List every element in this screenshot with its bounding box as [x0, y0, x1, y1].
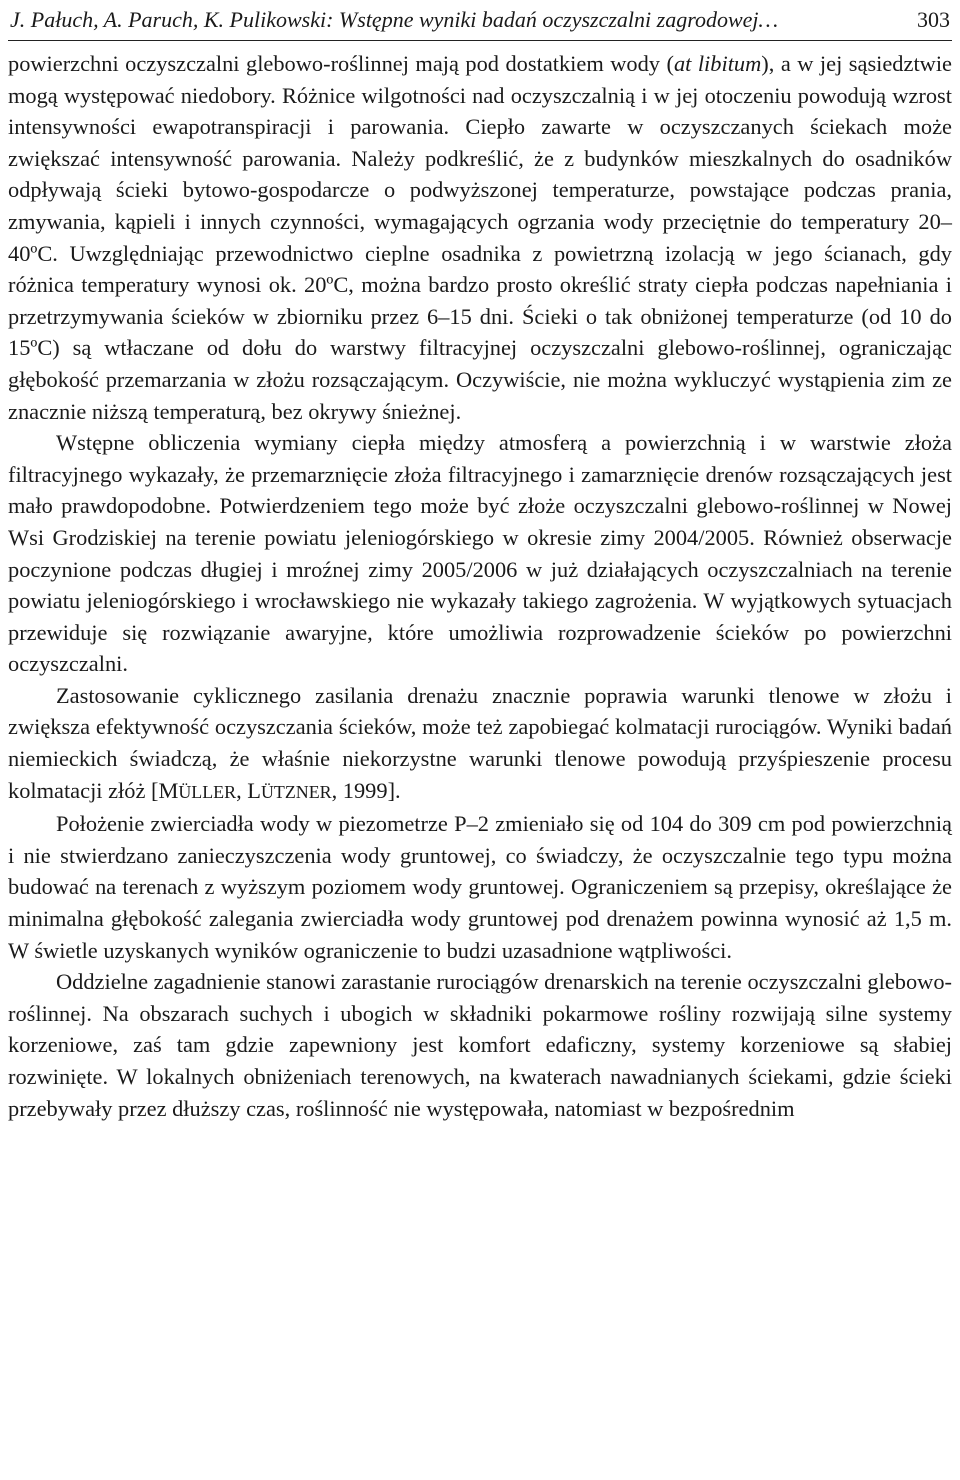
paragraph-4: Położenie zwierciadła wody w piezometrze P–2 zmieniało się od 104 do 309 cm pod powierzchnią i nie stwierdzano zanieczyszczenia wody gruntowej, co świadczy, że oczyszczalnie tego typu można budować na terenach z wyższym poziomem wody gruntowej. Ograniczeniem są przepisy, określające że minimalna głębokość zalegania zwierciadła wody gruntowej pod drenażem powinna wynosić aż 1,5 m. W świetle uzyskanych wyników ograniczenie to budzi uzasadnione wątpliwości. [8, 811, 952, 963]
running-header [8, 2, 952, 41]
paragraph-3-text: Zastosowanie cyklicznego zasilania drenażu znacznie poprawia warunki tlenowe w złożu i zwiększa efektywność oczyszczania ścieków, może też zapobiegać kolmatacji rurociągów. Wyniki badań niemieckich świadczą, że właśnie niekorzystne warunki tlenowe powodują przyśpieszenie procesu kolmatacji złóż [ [8, 682, 952, 803]
latin-term: at libitum [673, 51, 762, 76]
paragraph-3 [8, 680, 952, 808]
citation-author-2-initial: L [247, 777, 261, 803]
paragraph-1-text-a: powierzchni oczyszczalni glebowo-roślinnej mają pod dostatkiem wody ( [8, 51, 674, 76]
body-text [8, 48, 952, 1124]
paragraph-1 [8, 48, 952, 427]
citation-author-1-rest: ÜLLER [178, 781, 237, 802]
paragraph-2: Wstępne obliczenia wymiany ciepła między atmosferą a powierzchnią i w warstwie złoża filtracyjnego wykazały, że przemarznięcie złoża filtracyjnego i zamarznięcie drenów rozsączających jest mało prawdopodobne. Potwierdzeniem tego może być złoże oczyszczalni glebowo-roślinnej w Nowej Wsi Grodziskiej na terenie powiatu jeleniogórskiego w okresie zimy 2004/2005. Również obserwacje poczynione podczas długiej i mroźnej zimy 2005/2006 w już działających oczyszczalniach na terenie powiatu jeleniogórskiego i wrocławskiego nie wykazały takiego zagrożenia. W wyjątkowych sytuacjach przewiduje się rozwiązanie awaryjne, które umożliwia rozprowadzenie ścieków po powierzchni oczyszczalni. [8, 430, 952, 677]
citation-author-1-initial: M [158, 777, 179, 803]
citation-year: , 1999]. [331, 777, 401, 803]
citation [158, 778, 400, 803]
header-title: J. Pałuch, A. Paruch, K. Pulikowski: Wstępne wyniki badań oczyszczalni zagrodowej… [10, 7, 779, 32]
paragraph-1-text-b: ), a w jej sąsiedztwie mogą występować niedobory. Różnice wilgotności nad oczyszczalnią i w jej otoczeniu powodują wzrost intensywności ewapotranspiracji i parowania. Ciepło zawarte w oczyszczanych ściekach może zwiększać intensywność parowania. Należy podkreślić, że z budynków mieszkalnych do osadników odpływają ścieki bytowo-gospodarcze o podwyższonej temperaturze, powstające podczas prania, zmywania, kąpieli i innych czynności, wymagających ogrzania wody przeciętnie do temperatury 20–40ºC. Uwzględniając przewodnictwo cieplne osadnika z powietrzną izolacją w jego ścianach, gdy różnica temperatury wynosi ok. 20ºC, można bardzo prosto określić straty ciepła podczas napełniania i przetrzymywania ścieków w zbiorniku przez 6–15 dni. Ścieki o tak obniżonej temperaturze (od 10 do 15ºC) są wtłaczane od dołu do warstwy filtracyjnej oczyszczalni glebowo-roślinnej, ograniczając głębokość przemarzania w złożu rozsączającym. Oczywiście, nie można wykluczyć wystąpienia zim ze znacznie niższą temperaturą, bez okrywy śnieżnej. [8, 51, 952, 424]
citation-separator: , [236, 777, 248, 803]
page-number: 303 [917, 7, 950, 32]
paragraph-5: Oddzielne zagadnienie stanowi zarastanie rurociągów drenarskich na terenie oczyszczalni glebowo-roślinnej. Na obszarach suchych i ubogich w składniki pokarmowe rośliny rozwijają silne systemy korzeniowe, zaś tam gdzie zapewniony jest komfort edaficzny, systemy korzeniowe są słabiej rozwinięte. W lokalnych obniżeniach terenowych, na kwaterach nawadnianych ściekami, gdzie ścieki przebywały przez dłuższy czas, roślinność nie występowała, natomiast w bezpośrednim [8, 969, 952, 1121]
citation-author-2-rest: ÜTZNER [260, 781, 332, 802]
